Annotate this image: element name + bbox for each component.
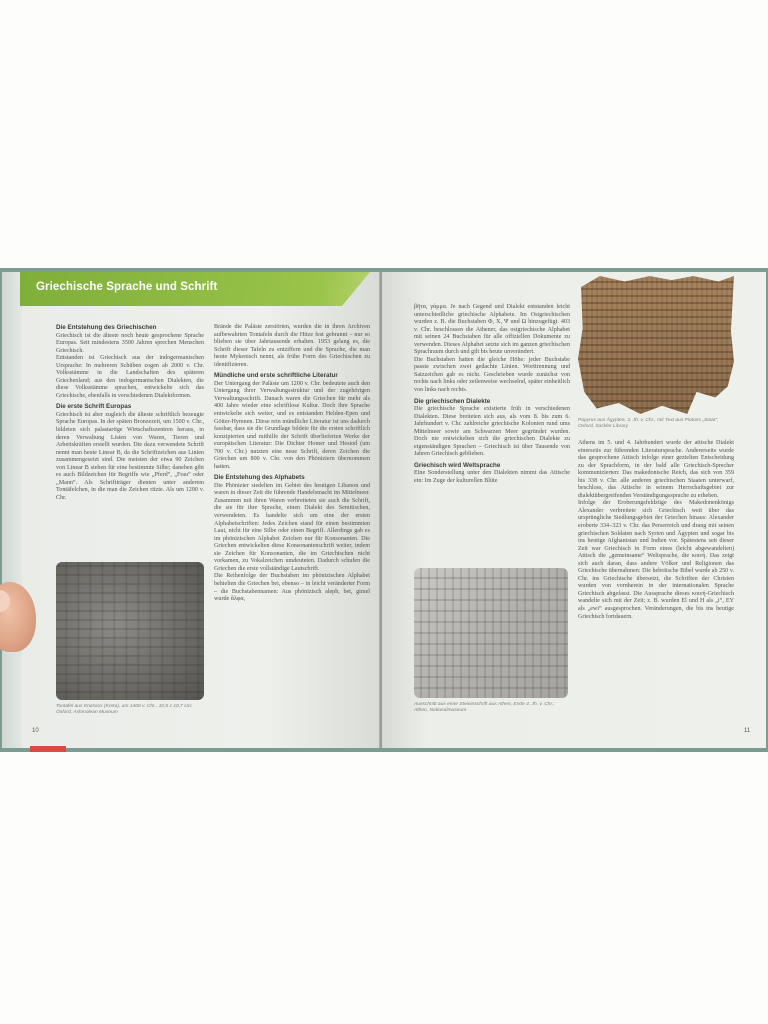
tablet-caption: Tontafel aus Knossos (Kreta), um 1400 v. Chr., 10,5 x 10,7 cm; Oxford, Ashmolean Museum <box>56 704 193 715</box>
page-edge <box>2 272 22 748</box>
body-paragraph: Eine Sonderstellung unter den Dialekten nimmt das Attische ein: Im Zuge der kulturellen Blüte <box>414 470 570 484</box>
section-heading: Die Entstehung des Alphabets <box>214 474 305 482</box>
section-heading: Griechisch wird Weltsprache <box>414 461 501 469</box>
left-page-column-2 <box>214 324 370 604</box>
body-paragraph: Die Buchstaben hatten die gleiche Höhe: jeder Buchstabe passte zwischen zwei gedachte Linien. Worttrennung und Satzzeichen gab es nicht. Geschrieben wurde zunächst von rechts nach links oder zeilenweise wechselnd, später einheitlich von links nach rechts. <box>414 356 570 394</box>
linear-b-tablet-image <box>56 562 204 700</box>
background-top <box>0 0 768 268</box>
left-page <box>2 272 381 748</box>
chapter-title: Griechische Sprache und Schrift <box>36 281 218 293</box>
body-paragraph: Infolge der Eroberungsfeldzüge des Makedonenkönigs Alexander verbreitete sich Griechisch weit über das ursprüngliche Siedlungsgebiet der Griechen hinaus: Alexander eroberte 334–323 v. Chr. das Perserreich und drang mit seinen griechischen Soldaten nach Syrien und Ägypten und sogar bis ins heutige Afghanistan und Indien vor. Spätestens seit dieser Zeit war Griechisch in Form eines (leicht abgewandelten) Attisch die „gemeinsame“ Weltsprache, die κοινή. Das zeigt sich auch daran, dass andere Völker und Religionen das Griechische übernahmen: Die hebräische Bibel wurde ab 250 v. Chr. ins Griechische übersetzt, die Schriften der Christen wurden von vornherein in der internationalen Sprache Griechisch abgefasst. Die Aussprache dieses κοινή-Griechisch wandelte sich mit der Zeit; z. B. wurden El und H als „i“, ΕΥ als „ewi“ ausgesprochen. Veränderungen, die bis ins heutige Griechisch fortdauern. <box>578 500 734 620</box>
body-paragraph: Entstanden ist Griechisch aus der indogermanischen Ursprache: In mehreren Schüben zogen ab 2000 v. Chr. Volksstämme in die Landschaften des späteren Griechenland; aus den indogermanischen Dialekten, die diese Volksstämme sprachen, entwickelte sich das Griechische, ebenfalls in verschiedenen Dialektformen. <box>56 355 204 399</box>
book-edge-tab <box>30 746 66 752</box>
stone-inscription-image <box>414 568 568 698</box>
body-paragraph: Griechisch ist die älteste noch heute gesprochene Sprache Europas. Seit mindestens 3500 Jahren sprechen Menschen Griechisch. <box>56 332 204 354</box>
page-number-right: 11 <box>744 728 751 734</box>
right-page-column-2 <box>578 440 734 621</box>
right-page <box>382 272 766 748</box>
right-page-column-1 <box>414 304 570 485</box>
body-paragraph: Die Reihenfolge der Buchstaben im phönizischen Alphabet behielten die Griechen bei, ebenso – in leicht veränderter Form – die Buchstabennamen: Aus phönizisch aleph, bet, gimel wurde ἄλφα, <box>214 573 370 603</box>
section-heading: Die Entstehung des Griechischen <box>56 324 157 331</box>
body-paragraph: Brände die Paläste zerstörten, wurden die in ihren Archiven aufbewahrten Tontafeln durch die Hitze fest gebrannt – nur so blieben sie über Jahrtausende erhalten. 1953 gelang es, die Schrift dieser Tafeln zu entziffern und die Sprache, die man heute Mykenisch nennt, als frühe Form des Griechischen zu identifizieren. <box>214 324 370 368</box>
stone-caption: Ausschnitt aus einer Steininschrift aus Athen, Ende 4. Jh. v. Chr.; Athen, Nationalmuseum <box>414 702 555 713</box>
body-paragraph: Der Untergang der Paläste um 1200 v. Chr. bedeutete auch den Untergang ihrer Verwaltungsstruktur und der zugehörigen Verwaltungsschrift. Danach waren die Griechen für mehr als 400 Jahre wieder eine schriftlose Kultur. Doch ihre Sprache entwickelte sich weiter, und es entstanden Helden-Epen und Götter-Hymnen. Diese rein mündliche Literatur ist uns dadurch fassbar, dass sie die Grundlage bildete für die ersten schriftlich konzipierten und mithilfe der Schrift überlieferten Werke der europäischen Literatur: Die Dichter Homer und Hesiod (um 700 v. Chr.) nutzten eine neue Schrift, deren Zeichen die Griechen um 800 v. Chr. von den Phöniziern übernommen hatten. <box>214 380 370 470</box>
section-heading: Die erste Schrift Europas <box>56 403 132 411</box>
section-heading: Die griechischen Dialekte <box>414 397 491 405</box>
body-paragraph: Griechisch ist aber zugleich die älteste schriftlich bezeugte Sprache Europas. In der späten Bronzezeit, um 1500 v. Chr., bildeten sich palastartige Wirtschaftszentren heraus, in deren Verwaltung Listen von Waren, Tieren und Arbeitskräften erstellt wurden. Die dazu verwendete Schrift nennt man heute Linear B, da die Schriftzeichen aus Linien zusammengesetzt sind. Die meisten der etwa 90 Zeichen von Linear B stehen für eine bestimmte Silbe; daneben gibt es auch Bildzeichen für Begriffe wie „Pferd“, „Frau“ oder „Mann“. Als Schriftträger dienten unter anderem Tontäfelchen, in die man die Zeichen ritzte. Als um 1200 v. Chr. <box>56 411 204 501</box>
background-bottom <box>0 752 768 1024</box>
page-number-left: 10 <box>32 728 39 734</box>
section-heading: Mündliche und erste schriftliche Literatur <box>214 372 338 380</box>
left-page-column-1 <box>56 324 204 502</box>
papyrus-caption: Papyrus aus Ägypten, 3. Jh. v. Chr., mit Text aus Platons „Staat“; Oxford, Sackler Library <box>578 418 719 429</box>
open-book <box>0 268 768 752</box>
thumbnail-shape <box>0 590 10 612</box>
papyrus-image <box>578 276 734 414</box>
body-paragraph: Die Phönizier siedelten im Gebiet des heutigen Libanon und waren in dieser Zeit die führende Handelsmacht im Mittelmeer. Zusammen mit ihren Waren verbreiteten sie auch die Schrift, die sie für ihre Sprache, einen Dialekt des Semitischen, verwendeten. Es handelte sich um eine der ersten Alphabetschriften: Jedes Zeichen stand für einen bestimmten Laut, nicht für eine Silbe oder einen Begriff. Allerdings gab es im phönizischen Alphabet Zeichen nur für Konsonanten. Die Griechen entwickelten diese Konsonantenschrift weiter, indem sie Zeichen für Konsonanten, die im Griechischen nicht vorkamen, zu Vokalzeichen umdeuteten. Dadurch schufen die Griechen die erste vollständige Lautschrift. <box>214 482 370 572</box>
body-paragraph: βῆτα, γάμμα. Je nach Gegend und Dialekt entstanden leicht unterschiedliche griechische Alphabete. Im Ostgriechischen wurden z. B. die Buchstaben Φ, Χ, Ψ und Ω hinzugefügt. 403 v. Chr. beschlossen die Athener, das ostgriechische Alphabet mit seinen 24 Buchstaben für alle offiziellen Dokumente zu verwenden. Dieses Alphabet setzte sich im ganzen griechischen Sprachraum durch und gilt bis heute unverändert. <box>414 304 570 356</box>
body-paragraph: Die griechische Sprache existierte früh in verschiedenen Dialekten. Diese breiteten sich aus, als vom 8. bis zum 6. Jahrhundert v. Chr. zahlreiche griechische Kolonien rund ums Mittelmeer sowie am Schwarzen Meer gegründet wurden. Doch nie entwickelten sich die griechischen Dialekte zu eigenständigen Sprachen – Griechisch ist über Tausende von Jahren Griechisch geblieben. <box>414 406 570 458</box>
body-paragraph: Athens im 5. und 4. Jahrhundert wurde der attische Dialekt einerseits zur führenden Literatursprache. Andererseits wurde das gesprochene Attisch infolge einer gezielten Entscheidung zu der Sprachform, in der bald alle Griechisch-Sprecher kommunizierten: Das makedonische Reich, das sich von 359 bis 338 v. Chr. alle anderen griechischen Staaten unterwarf, beschloss, das Attische in seinem Herrschaftsgebiet zur dialektübergreifenden Verständigungssprache zu erheben. <box>578 440 734 499</box>
